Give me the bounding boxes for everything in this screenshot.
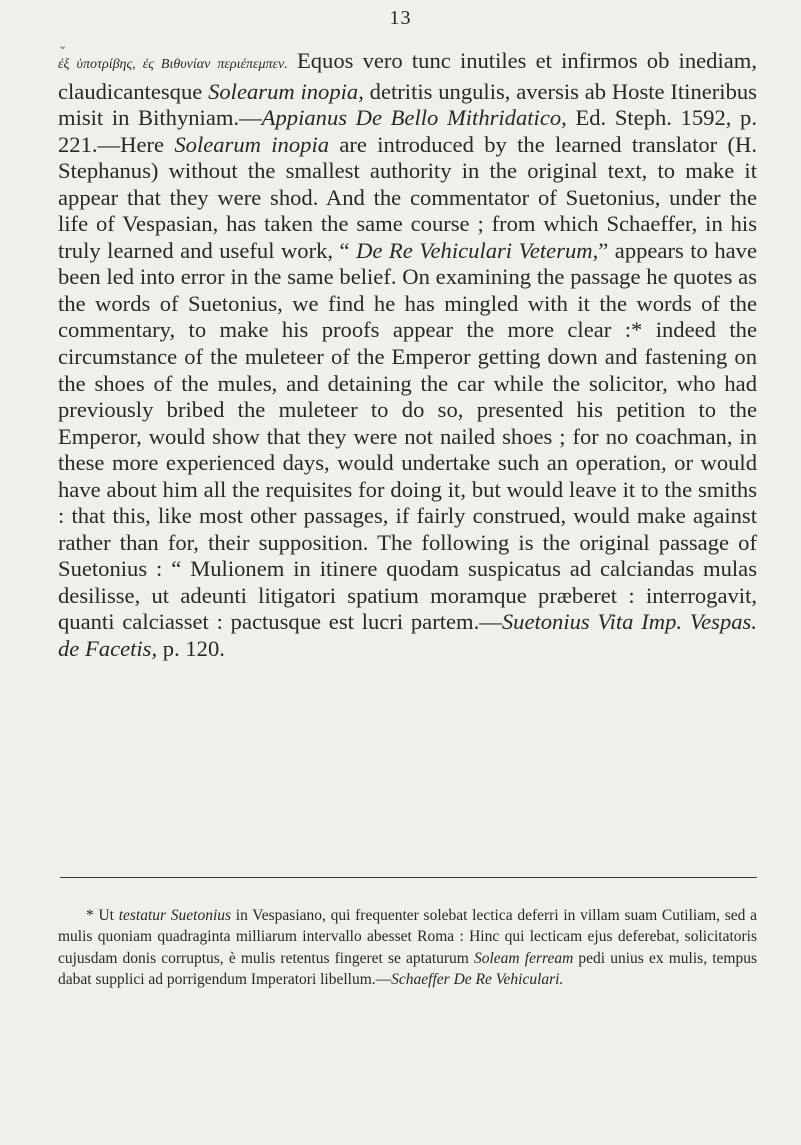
footnote-divider bbox=[60, 877, 757, 878]
citation-schaeffer-title: De Re Vehiculari Veterum, bbox=[356, 237, 599, 263]
text-run: detritis ungulis, aversis ab Hoste Itineribus misit in Bithyniam.— bbox=[58, 78, 757, 131]
italic-run: testatur Suetonius bbox=[118, 907, 232, 924]
greek-quotation: ἐξ ὑποτρίβης, ἐς Βιθυνίαν περιέπεμπεν. bbox=[58, 57, 288, 72]
main-paragraph bbox=[58, 48, 757, 663]
italic-run: Solearum inopia, bbox=[208, 78, 364, 104]
citation-schaeffer: Schaeffer De Re Vehiculari. bbox=[391, 971, 564, 989]
italic-run: Soleam ferream bbox=[474, 949, 574, 967]
text-run: Ed. Steph. 1592, p. 221.—Here bbox=[58, 105, 757, 157]
text-run: in Vespasiano, qui frequenter solebat lectica deferri in villam suam Cutiliam, sed a mulis quoniam quadraginta milliarum intervallo abesset Roma : Hinc qui lecticam ejus deferebat, solicitatoris cujusdam donis corruptus, è mulis retentus fingeret se aptaturum bbox=[58, 907, 758, 967]
text-run: pedi unius ex mulis, tempus dabat supplici ad porrigendum Imperatori libellum.— bbox=[58, 949, 757, 989]
text-run: * Ut bbox=[86, 907, 119, 924]
citation-suetonius: Suetonius Vita Imp. Vespas. de Facetis, bbox=[58, 609, 757, 662]
text-run: p. 120. bbox=[157, 636, 225, 662]
text-run: Equos vero tunc inutiles et infirmos ob inediam, claudicantesque bbox=[58, 48, 757, 104]
printer-mark: ⌄ bbox=[58, 40, 68, 52]
citation-appianus: Appianus De Bello Mithridatico, bbox=[261, 105, 567, 131]
text-run: ” appears to have been led into error in the same belief. On examining the passage he quotes as the words of Suetonius, we find he has mingled with it the words of the commentary, to make his proofs appear the more clear :* indeed the circumstance of the muleteer of the Emperor getting down and fastening on the shoes of the mules, and detaining the car while the solicitor, who had previously bribed the muleteer to do so, presented his petition to the Emperor, would show that they were not nailed shoes ; for no coachman, in these more experienced days, would undertake such an operation, or would have about him all the requisites for doing it, but would leave it to the smiths : that this, like most other passages, if fairly construed, would make against rather than for, their supposition. The following is the original passage of Suetonius : “ Mulionem in itinere quodam suspicatus ad calciandas mulas desilisse, ut adeunti litigatori spatium moramque præberet : interrogavit, quanti calciasset : pactusque est lucri partem.— bbox=[58, 237, 757, 635]
italic-run: Solearum inopia bbox=[174, 131, 330, 157]
footnote bbox=[58, 905, 757, 991]
page-number: 13 bbox=[389, 7, 412, 29]
text-run: are introduced by the learned translator (H. Stephanus) without the smallest authority in the original text, to make it appear that they were shod. And the commentator of Suetonius, under the life of Vespasian, has taken the same course ; from which Schaeffer, in his truly learned and useful work, “ bbox=[58, 131, 757, 263]
